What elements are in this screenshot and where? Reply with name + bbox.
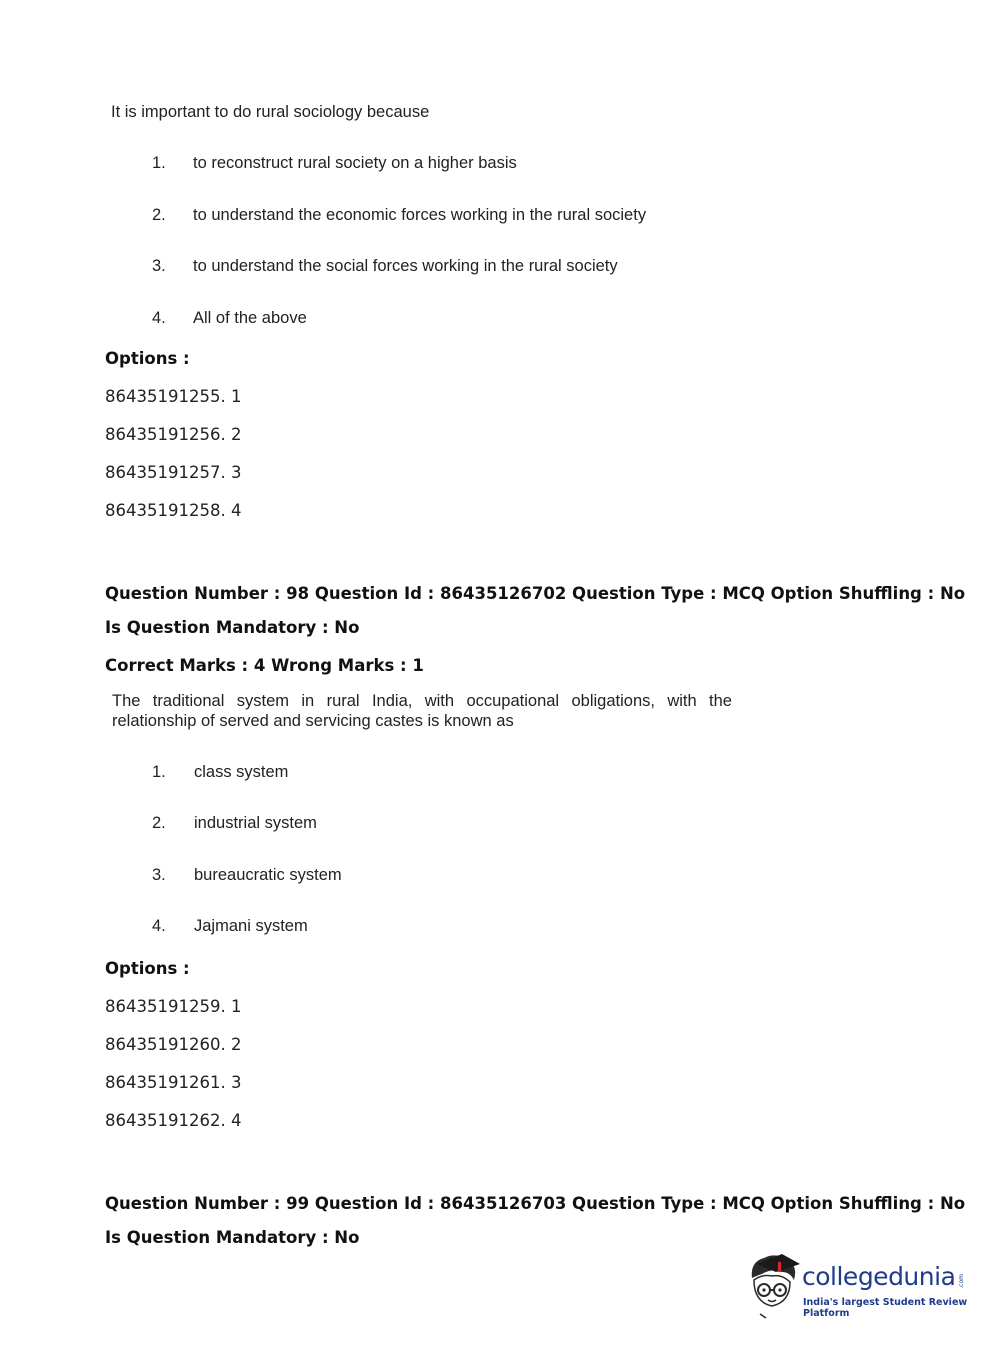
q98-choice-4-number: 4.	[152, 917, 166, 935]
q99-header-line-1: Question Number : 99 Question Id : 86435126703 Question Type : MCQ Option Shuffling : No	[105, 1194, 966, 1213]
q97-option-id-4: 86435191258. 4	[105, 501, 242, 520]
q97-choice-2-number: 2.	[152, 206, 166, 224]
q98-choice-1-text: class system	[194, 763, 289, 781]
q99-header-line-2: Is Question Mandatory : No	[105, 1228, 360, 1247]
q97-options-label: Options :	[105, 349, 190, 368]
q98-header-line-1: Question Number : 98 Question Id : 86435126702 Question Type : MCQ Option Shuffling : No	[105, 584, 966, 603]
q97-option-id-2: 86435191256. 2	[105, 425, 242, 444]
q97-choice-1-number: 1.	[152, 154, 166, 172]
q97-choice-2-text: to understand the economic forces working in the rural society	[193, 206, 647, 224]
q98-choice-2-number: 2.	[152, 814, 166, 832]
q98-choice-2-text: industrial system	[194, 814, 317, 832]
q98-header-line-2: Is Question Mandatory : No	[105, 618, 360, 637]
q98-choice-1-number: 1.	[152, 763, 166, 781]
q98-option-id-3: 86435191261. 3	[105, 1073, 242, 1092]
q98-choice-3-text: bureaucratic system	[194, 866, 342, 884]
q97-choice-3-text: to understand the social forces working in the rural society	[193, 257, 618, 275]
q97-choice-4-number: 4.	[152, 309, 166, 327]
q97-option-id-3: 86435191257. 3	[105, 463, 242, 482]
q98-choice-4-text: Jajmani system	[194, 917, 308, 935]
q98-question-text: The traditional system in rural India, with occupational obligations, with the relationship of served and servicing castes is known as	[112, 692, 732, 730]
q97-choice-3-number: 3.	[152, 257, 166, 275]
q97-choice-1-text: to reconstruct rural society on a higher basis	[193, 154, 517, 172]
q97-option-id-1: 86435191255. 1	[105, 387, 242, 406]
q98-option-id-4: 86435191262. 4	[105, 1111, 242, 1130]
q98-option-id-1: 86435191259. 1	[105, 997, 242, 1016]
q98-options-label: Options :	[105, 959, 190, 978]
q97-choice-4-text: All of the above	[193, 309, 307, 327]
student-mascot-icon	[742, 1250, 802, 1320]
q98-choice-3-number: 3.	[152, 866, 166, 884]
logo-wordmark: collegedunia	[802, 1262, 956, 1291]
q98-option-id-2: 86435191260. 2	[105, 1035, 242, 1054]
q97-question-text: It is important to do rural sociology because	[111, 103, 430, 121]
logo-tagline: India's largest Student Review Platform	[803, 1297, 968, 1319]
logo-suffix: .com	[958, 1274, 965, 1289]
q98-marks: Correct Marks : 4 Wrong Marks : 1	[105, 656, 424, 675]
